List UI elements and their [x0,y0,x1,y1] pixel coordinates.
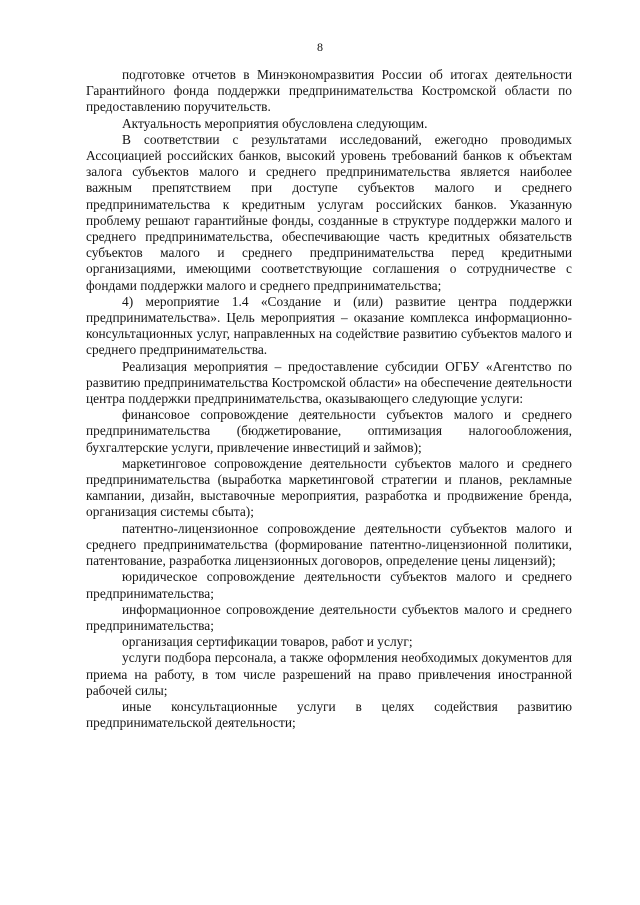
document-body [86,67,572,731]
paragraph-implementation: Реализация мероприятия – предоставление субсидии ОГБУ «Агентство по развитию предпринимательства Костромской области» на обеспечение деятельности центра поддержки предпринимательства, оказывающего следующие услуги: [86,358,572,407]
paragraph-research: В соответствии с результатами исследований, ежегодно проводимых Ассоциацией российских банков, высокий уровень требований банков к объектам залога субъектов малого и среднего предпринимательства является наиболее важным препятствием при доступе субъектов малого и среднего предпринимательства к кредитным услугам российских банков. Указанную проблему решают гарантийные фонды, созданные в структуре поддержки малого и среднего предпринимательства, обеспечивающие часть кредитных обязательств субъектов малого и среднего предпринимательства перед кредитными организациями, имеющими соответствующие соглашения о сотрудничестве с фондами поддержки малого и среднего предпринимательства; [86,131,572,293]
paragraph-continuation: подготовке отчетов в Минэкономразвития России об итогах деятельности Гарантийного фонда поддержки предпринимательства Костромской области по предоставлению поручительств. [86,67,572,115]
list-item-marketing: маркетинговое сопровождение деятельности субъектов малого и среднего предпринимательства (выработка маркетинговой стратегии и планов, рекламные кампании, дизайн, выставочные мероприятия, разработка и продвижение бренда, организация системы сбыта); [86,455,572,520]
list-item-financial: финансовое сопровождение деятельности субъектов малого и среднего предпринимательства (бюджетирование, оптимизация налогообложения, бухгалтерские услуги, привлечение инвестиций и займов); [86,407,572,455]
list-item-legal: юридическое сопровождение деятельности субъектов малого и среднего предпринимательства; [86,569,572,601]
list-item-recruitment: услуги подбора персонала, а также оформления необходимых документов для приема на работу, в том числе разрешений на право привлечения иностранной рабочей силы; [86,650,572,698]
list-item-certification: организация сертификации товаров, работ и услуг; [122,634,413,650]
list-item-other-consulting: иные консультационные услуги в целях содействия развитию предпринимательской деятельности; [86,698,572,731]
paragraph-relevance: Актуальность мероприятия обусловлена следующим. [122,115,428,131]
paragraph-measure-1-4: 4) мероприятие 1.4 «Создание и (или) развитие центра поддержки предпринимательства». Цель мероприятия – оказание комплекса информационно-консультационных услуг, направленных на содействие развитию субъектов малого и среднего предпринимательства. [86,293,572,358]
list-item-patent: патентно-лицензионное сопровождение деятельности субъектов малого и среднего предпринимательства (формирование патентно-лицензионной политики, патентование, разработка лицензионных договоров, определение цены лицензий); [86,520,572,569]
page-number: 8 [317,40,323,54]
list-item-information: информационное сопровождение деятельности субъектов малого и среднего предпринимательства; [86,601,572,633]
